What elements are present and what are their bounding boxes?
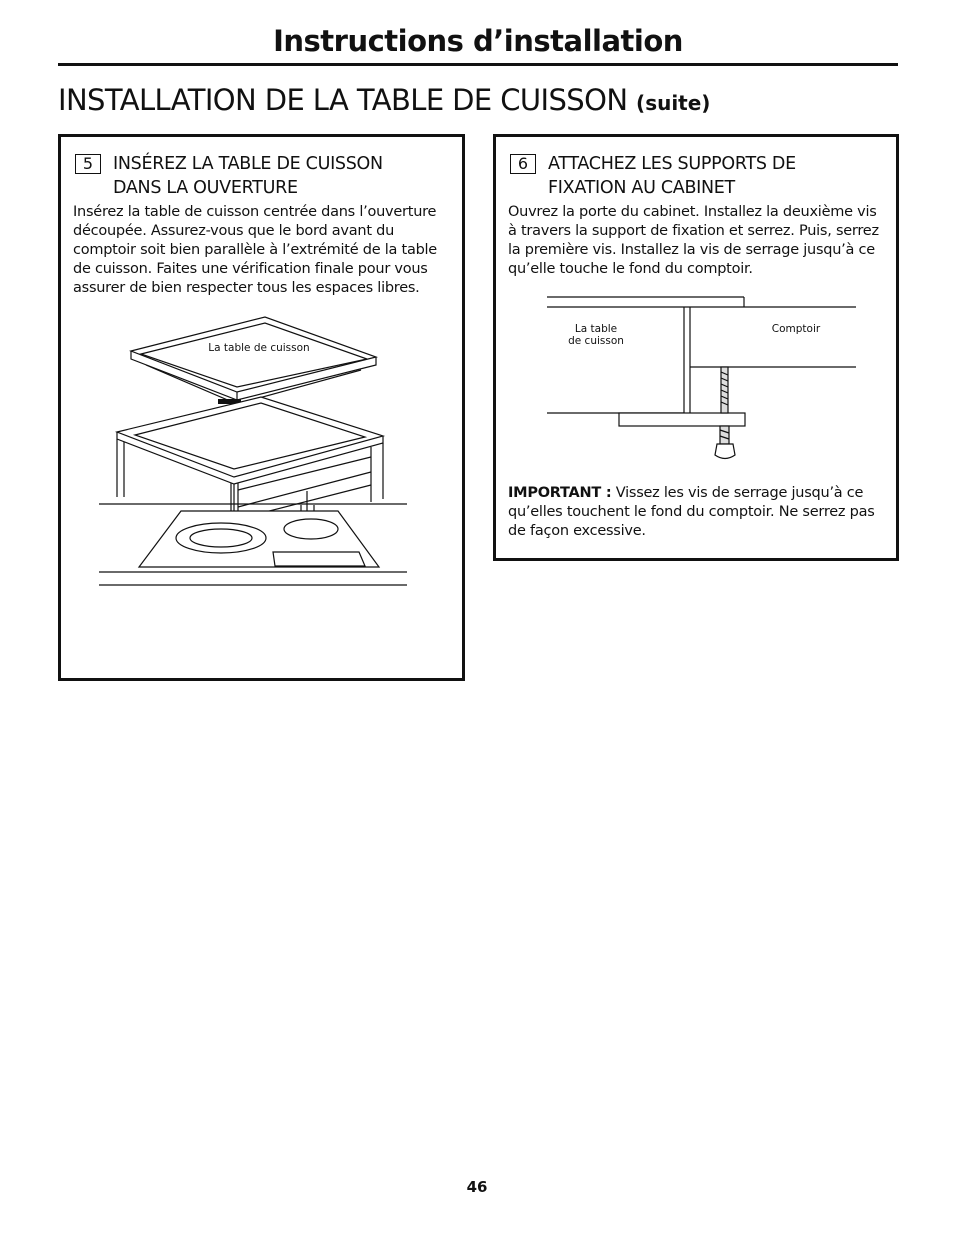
step-5-box	[58, 134, 465, 681]
section-title-text: INSTALLATION DE LA TABLE DE CUISSON	[58, 83, 628, 117]
step-6-title	[548, 152, 796, 200]
header-rule	[58, 63, 898, 66]
important-label: IMPORTANT :	[508, 485, 612, 501]
cooktop-top-view	[99, 504, 407, 585]
bracket-cross-section	[547, 297, 856, 426]
step-6-title-line1: ATTACHEZ LES SUPPORTS DE	[548, 154, 796, 174]
step-6-title-line2: FIXATION AU CABINET	[548, 178, 735, 198]
step-6-important	[508, 484, 883, 541]
step-5-body: Insérez la table de cuisson centrée dans l’ouverture découpée. Assurez-vous que le bord avant du comptoir soit bien parallèle à l’extrémité de la table de cuisson. Faites une vérification finale pour vous assurer de bien respecter tous les espaces libres.	[73, 204, 437, 296]
cooktop-label-line2: de cuisson	[568, 335, 624, 347]
step-5-number: 5	[75, 154, 101, 174]
page-number: 46	[466, 1178, 488, 1196]
section-title	[58, 83, 710, 117]
cooktop-tray-drawing	[131, 317, 376, 404]
step-5-title	[113, 152, 383, 200]
step-5-title-line2: DANS LA OUVERTURE	[113, 178, 298, 198]
page-header-title: Instructions d’installation	[273, 24, 683, 58]
cooktop-insertion-illustration	[61, 307, 462, 677]
counter-label: Comptoir	[771, 323, 821, 335]
step-6-number: 6	[510, 154, 536, 174]
cooktop-label-line1: La table	[574, 323, 618, 335]
important-text: Vissez les vis de serrage jusqu’à ce qu’elles touchent le fond du comptoir. Ne serrez pas de façon excessive.	[508, 485, 875, 539]
mounting-bracket-illustration	[496, 287, 896, 467]
step-6-box	[493, 134, 899, 561]
step-5-title-line1: INSÉREZ LA TABLE DE CUISSON	[113, 154, 383, 174]
step-6-body: Ouvrez la porte du cabinet. Installez la deuxième vis à travers la support de fixation et serrez. Puis, serrez la première vis. Installez la vis de serrage jusqu’à ce qu’elle touche le fond du comptoir.	[508, 204, 879, 277]
cooktop-label: La table de cuisson	[208, 342, 310, 354]
section-title-suffix: (suite)	[636, 91, 711, 115]
